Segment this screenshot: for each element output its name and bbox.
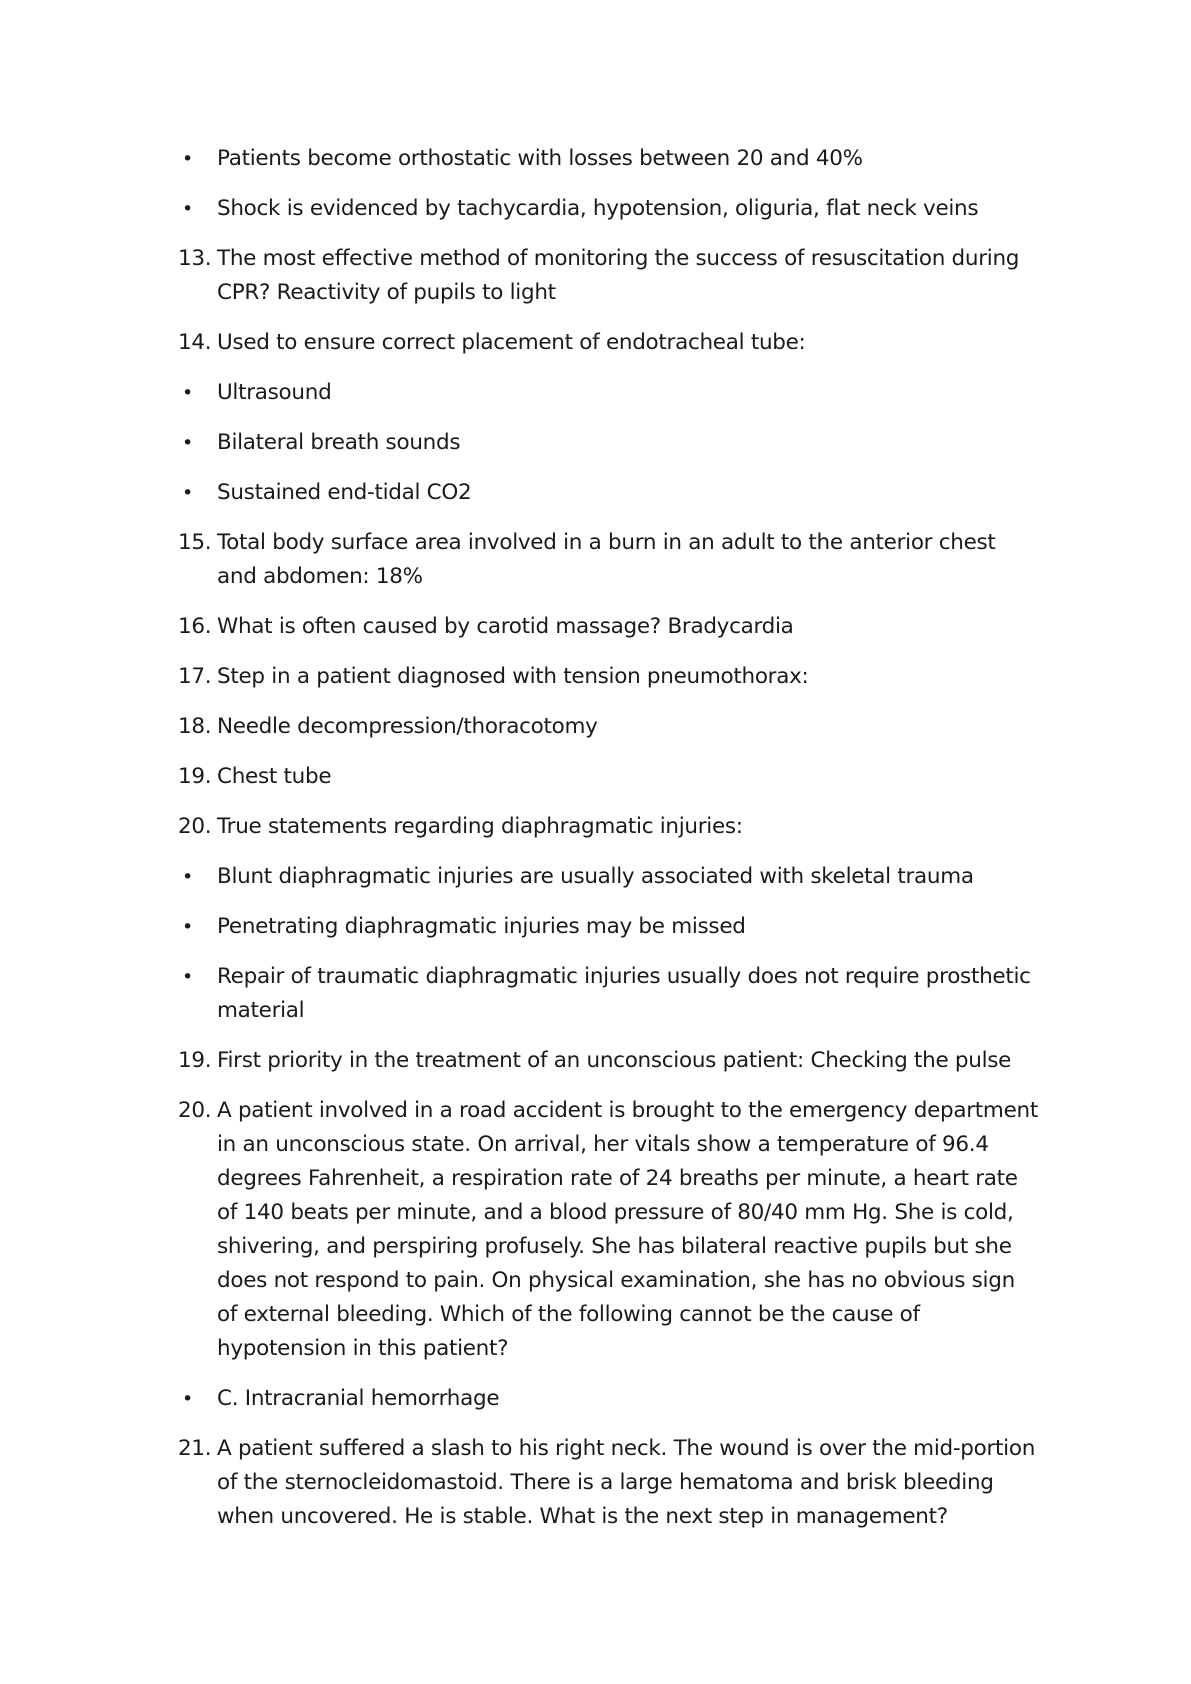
bullet-item — [180, 476, 1040, 510]
numbered-item — [180, 810, 1040, 844]
numbered-item — [180, 242, 1040, 310]
item-text: A patient suffered a slash to his right neck. The wound is over the mid-portion of the sternocleidomastoid. There is a large hematoma and brisk bleeding when uncovered. He is stable. What is the next step in management? — [217, 1436, 1036, 1529]
numbered-item — [180, 526, 1040, 594]
item-number: 19. — [178, 764, 212, 789]
bullet-item — [180, 910, 1040, 944]
bullet-item — [180, 376, 1040, 410]
item-text: Shock is evidenced by tachycardia, hypotension, oliguria, flat neck veins — [217, 196, 979, 221]
item-text: Sustained end-tidal CO2 — [217, 480, 472, 505]
item-text: What is often caused by carotid massage? Bradycardia — [217, 614, 794, 639]
bullet-item — [180, 192, 1040, 226]
item-number: 13. — [178, 246, 212, 271]
item-text: Total body surface area involved in a burn in an adult to the anterior chest and abdomen: 18% — [217, 530, 996, 589]
item-text: C. Intracranial hemorrhage — [217, 1386, 500, 1411]
bullet-item — [180, 142, 1040, 176]
numbered-item — [180, 326, 1040, 360]
item-number: 18. — [178, 714, 212, 739]
item-number: 20. — [178, 1098, 212, 1123]
item-number: 14. — [178, 330, 212, 355]
bullet-marker: • — [182, 382, 193, 404]
item-text: Used to ensure correct placement of endotracheal tube: — [217, 330, 806, 355]
numbered-item — [180, 1432, 1040, 1534]
item-number: 17. — [178, 664, 212, 689]
item-number: 16. — [178, 614, 212, 639]
bullet-marker: • — [182, 148, 193, 170]
numbered-item — [180, 660, 1040, 694]
item-text: A patient involved in a road accident is brought to the emergency department in an unconscious state. On arrival, her vitals show a temperature of 96.4 degrees Fahrenheit, a respiration rate of 24 breaths per minute, a heart rate of 140 beats per minute, and a blood pressure of 80/40 mm Hg. She is cold, shivering, and perspiring profusely. She has bilateral reactive pupils but she does not respond to pain. On physical examination, she has no obvious sign of external bleeding. Which of the following cannot be the cause of hypotension in this patient? — [217, 1098, 1038, 1361]
item-text: Ultrasound — [217, 380, 332, 405]
item-text: Bilateral breath sounds — [217, 430, 461, 455]
item-text: Penetrating diaphragmatic injuries may be missed — [217, 914, 746, 939]
item-text: True statements regarding diaphragmatic injuries: — [217, 814, 743, 839]
bullet-item — [180, 960, 1040, 1028]
item-text: Patients become orthostatic with losses between 20 and 40% — [217, 146, 863, 171]
bullet-marker: • — [182, 1388, 193, 1410]
numbered-item — [180, 760, 1040, 794]
item-text: First priority in the treatment of an unconscious patient: Checking the pulse — [217, 1048, 1012, 1073]
item-number: 19. — [178, 1048, 212, 1073]
bullet-marker: • — [182, 966, 193, 988]
bullet-item — [180, 426, 1040, 460]
numbered-item — [180, 610, 1040, 644]
item-number: 21. — [178, 1436, 212, 1461]
item-text: Step in a patient diagnosed with tension pneumothorax: — [217, 664, 809, 689]
bullet-marker: • — [182, 866, 193, 888]
document-body — [180, 142, 1040, 1550]
item-text: Blunt diaphragmatic injuries are usually associated with skeletal trauma — [217, 864, 974, 889]
bullet-marker: • — [182, 916, 193, 938]
bullet-marker: • — [182, 432, 193, 454]
bullet-item — [180, 1382, 1040, 1416]
item-text: Needle decompression/thoracotomy — [217, 714, 598, 739]
bullet-marker: • — [182, 482, 193, 504]
item-number: 15. — [178, 530, 212, 555]
bullet-marker: • — [182, 198, 193, 220]
item-text: Chest tube — [217, 764, 332, 789]
numbered-item — [180, 1094, 1040, 1366]
bullet-item — [180, 860, 1040, 894]
item-text: The most effective method of monitoring the success of resuscitation during CPR? Reactivity of pupils to light — [217, 246, 1020, 305]
item-number: 20. — [178, 814, 212, 839]
numbered-item — [180, 710, 1040, 744]
item-text: Repair of traumatic diaphragmatic injuries usually does not require prosthetic material — [217, 964, 1031, 1023]
numbered-item — [180, 1044, 1040, 1078]
